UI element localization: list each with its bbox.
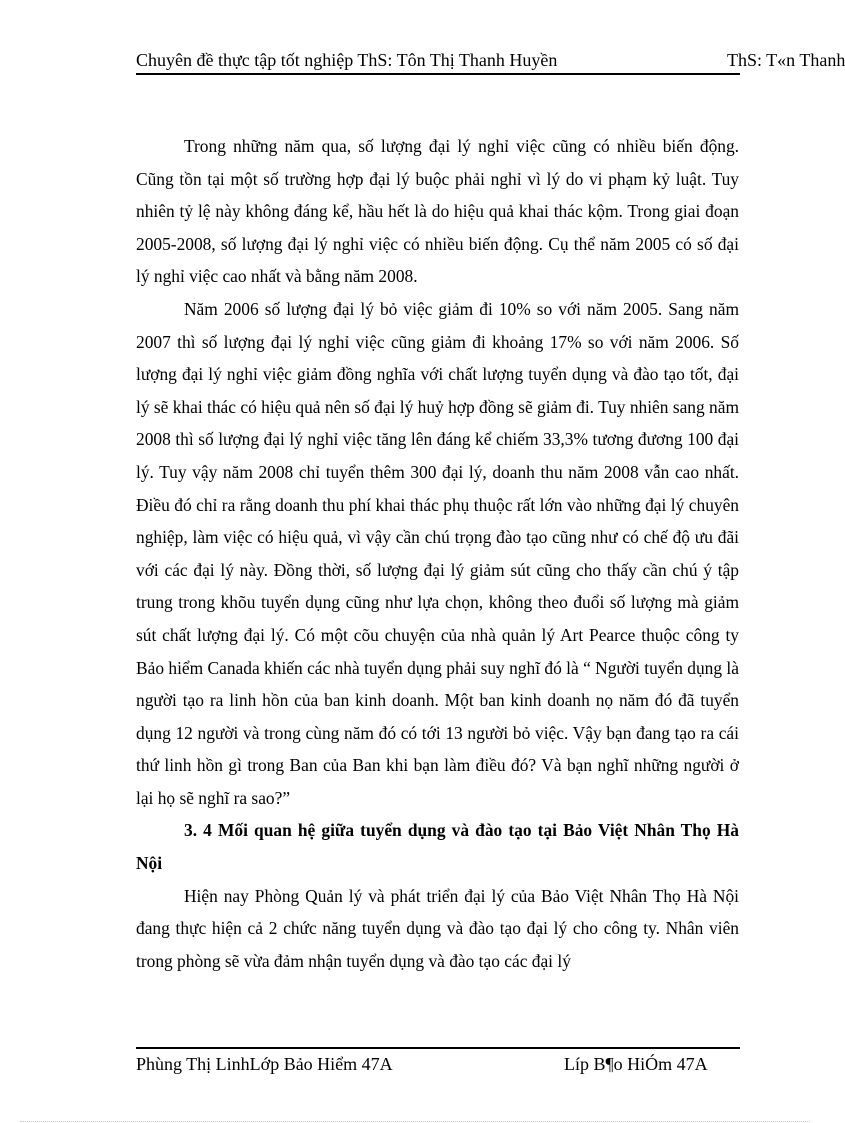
page-footer bbox=[136, 1054, 740, 1078]
header-title: Chuyên đề thực tập tốt nghiệp ThS: Tôn Thị Thanh Huyền bbox=[136, 50, 558, 70]
header-divider bbox=[136, 73, 740, 75]
paragraph-1: Trong những năm qua, số lượng đại lý nghỉ việc cũng có nhiều biến động. Cũng tồn tại một số trường hợp đại lý buộc phải nghỉ vì lý do vi phạm kỷ luật. Tuy nhiên tỷ lệ này không đáng kể, hầu hết là do hiệu quả khai thác kộm. Trong giai đoạn 2005-2008, số lượng đại lý nghỉ việc có nhiều biến động. Cụ thể năm 2005 có số đại lý nghỉ việc cao nhất và bằng năm 2008. bbox=[136, 136, 739, 287]
document-body bbox=[136, 130, 739, 977]
footer-divider bbox=[136, 1047, 740, 1049]
page-header bbox=[136, 50, 845, 74]
header-overflow-text: ThS: T«n Thanh bbox=[727, 50, 845, 70]
page-boundary bbox=[20, 1121, 810, 1122]
section-heading: 3. 4 Mối quan hệ giữa tuyển dụng và đào tạo tại Bảo Việt Nhân Thọ Hà Nội bbox=[136, 820, 739, 874]
paragraph-2: Năm 2006 số lượng đại lý bỏ việc giảm đi 10% so với năm 2005. Sang năm 2007 thì số lượng đại lý nghỉ việc cũng giảm đi khoảng 17% so với năm 2006. Số lượng đại lý nghỉ việc giảm đồng nghĩa với chất lượng tuyển dụng và đào tạo tốt, đại lý sẽ khai thác có hiệu quả nên số đại lý huỷ hợp đồng sẽ giảm đi. Tuy nhiên sang năm 2008 thì số lượng đại lý nghỉ việc tăng lên đáng kể chiếm 33,3% tương đương 100 đại lý. Tuy vậy năm 2008 chỉ tuyển thêm 300 đại lý, doanh thu năm 2008 vẫn cao nhất. Điều đó chỉ ra rằng doanh thu phí khai thác phụ thuộc rất lớn vào những đại lý chuyên nghiệp, làm việc có hiệu quả, vì vậy cần chú trọng đào tạo cũng như có chế độ ưu đãi với các đại lý này. Đồng thời, số lượng đại lý giảm sút cũng cho thấy cần chú ý tập trung trong khõu tuyển dụng cũng như lựa chọn, không theo đuổi số lượng mà giảm sút chất lượng đại lý. Có một cõu chuyện của nhà quản lý Art Pearce thuộc công ty Bảo hiểm Canada khiến các nhà tuyển dụng phải suy nghĩ đó là “ Người tuyển dụng là người tạo ra linh hồn của ban kinh doanh. Một ban kinh doanh nọ năm đó đã tuyển dụng 12 người và trong cùng năm đó có tới 13 người bỏ việc. Vậy bạn đang tạo ra cái thứ linh hồn gì trong Ban của Ban khi bạn làm điều đó? Và bạn nghĩ những người ở lại họ sẽ nghĩ ra sao?” bbox=[136, 298, 739, 808]
footer-class: Líp B¶o HiÓm 47A bbox=[564, 1054, 708, 1074]
section-paragraph: Hiện nay Phòng Quản lý và phát triển đại lý của Bảo Việt Nhân Thọ Hà Nội đang thực hiện cả 2 chức năng tuyển dụng và đào tạo đại lý cho công ty. Nhân viên trong phòng sẽ vừa đảm nhận tuyển dụng và đào tạo các đại lý bbox=[136, 885, 739, 971]
footer-author: Phùng Thị LinhLớp Bảo Hiểm 47A bbox=[136, 1054, 393, 1074]
